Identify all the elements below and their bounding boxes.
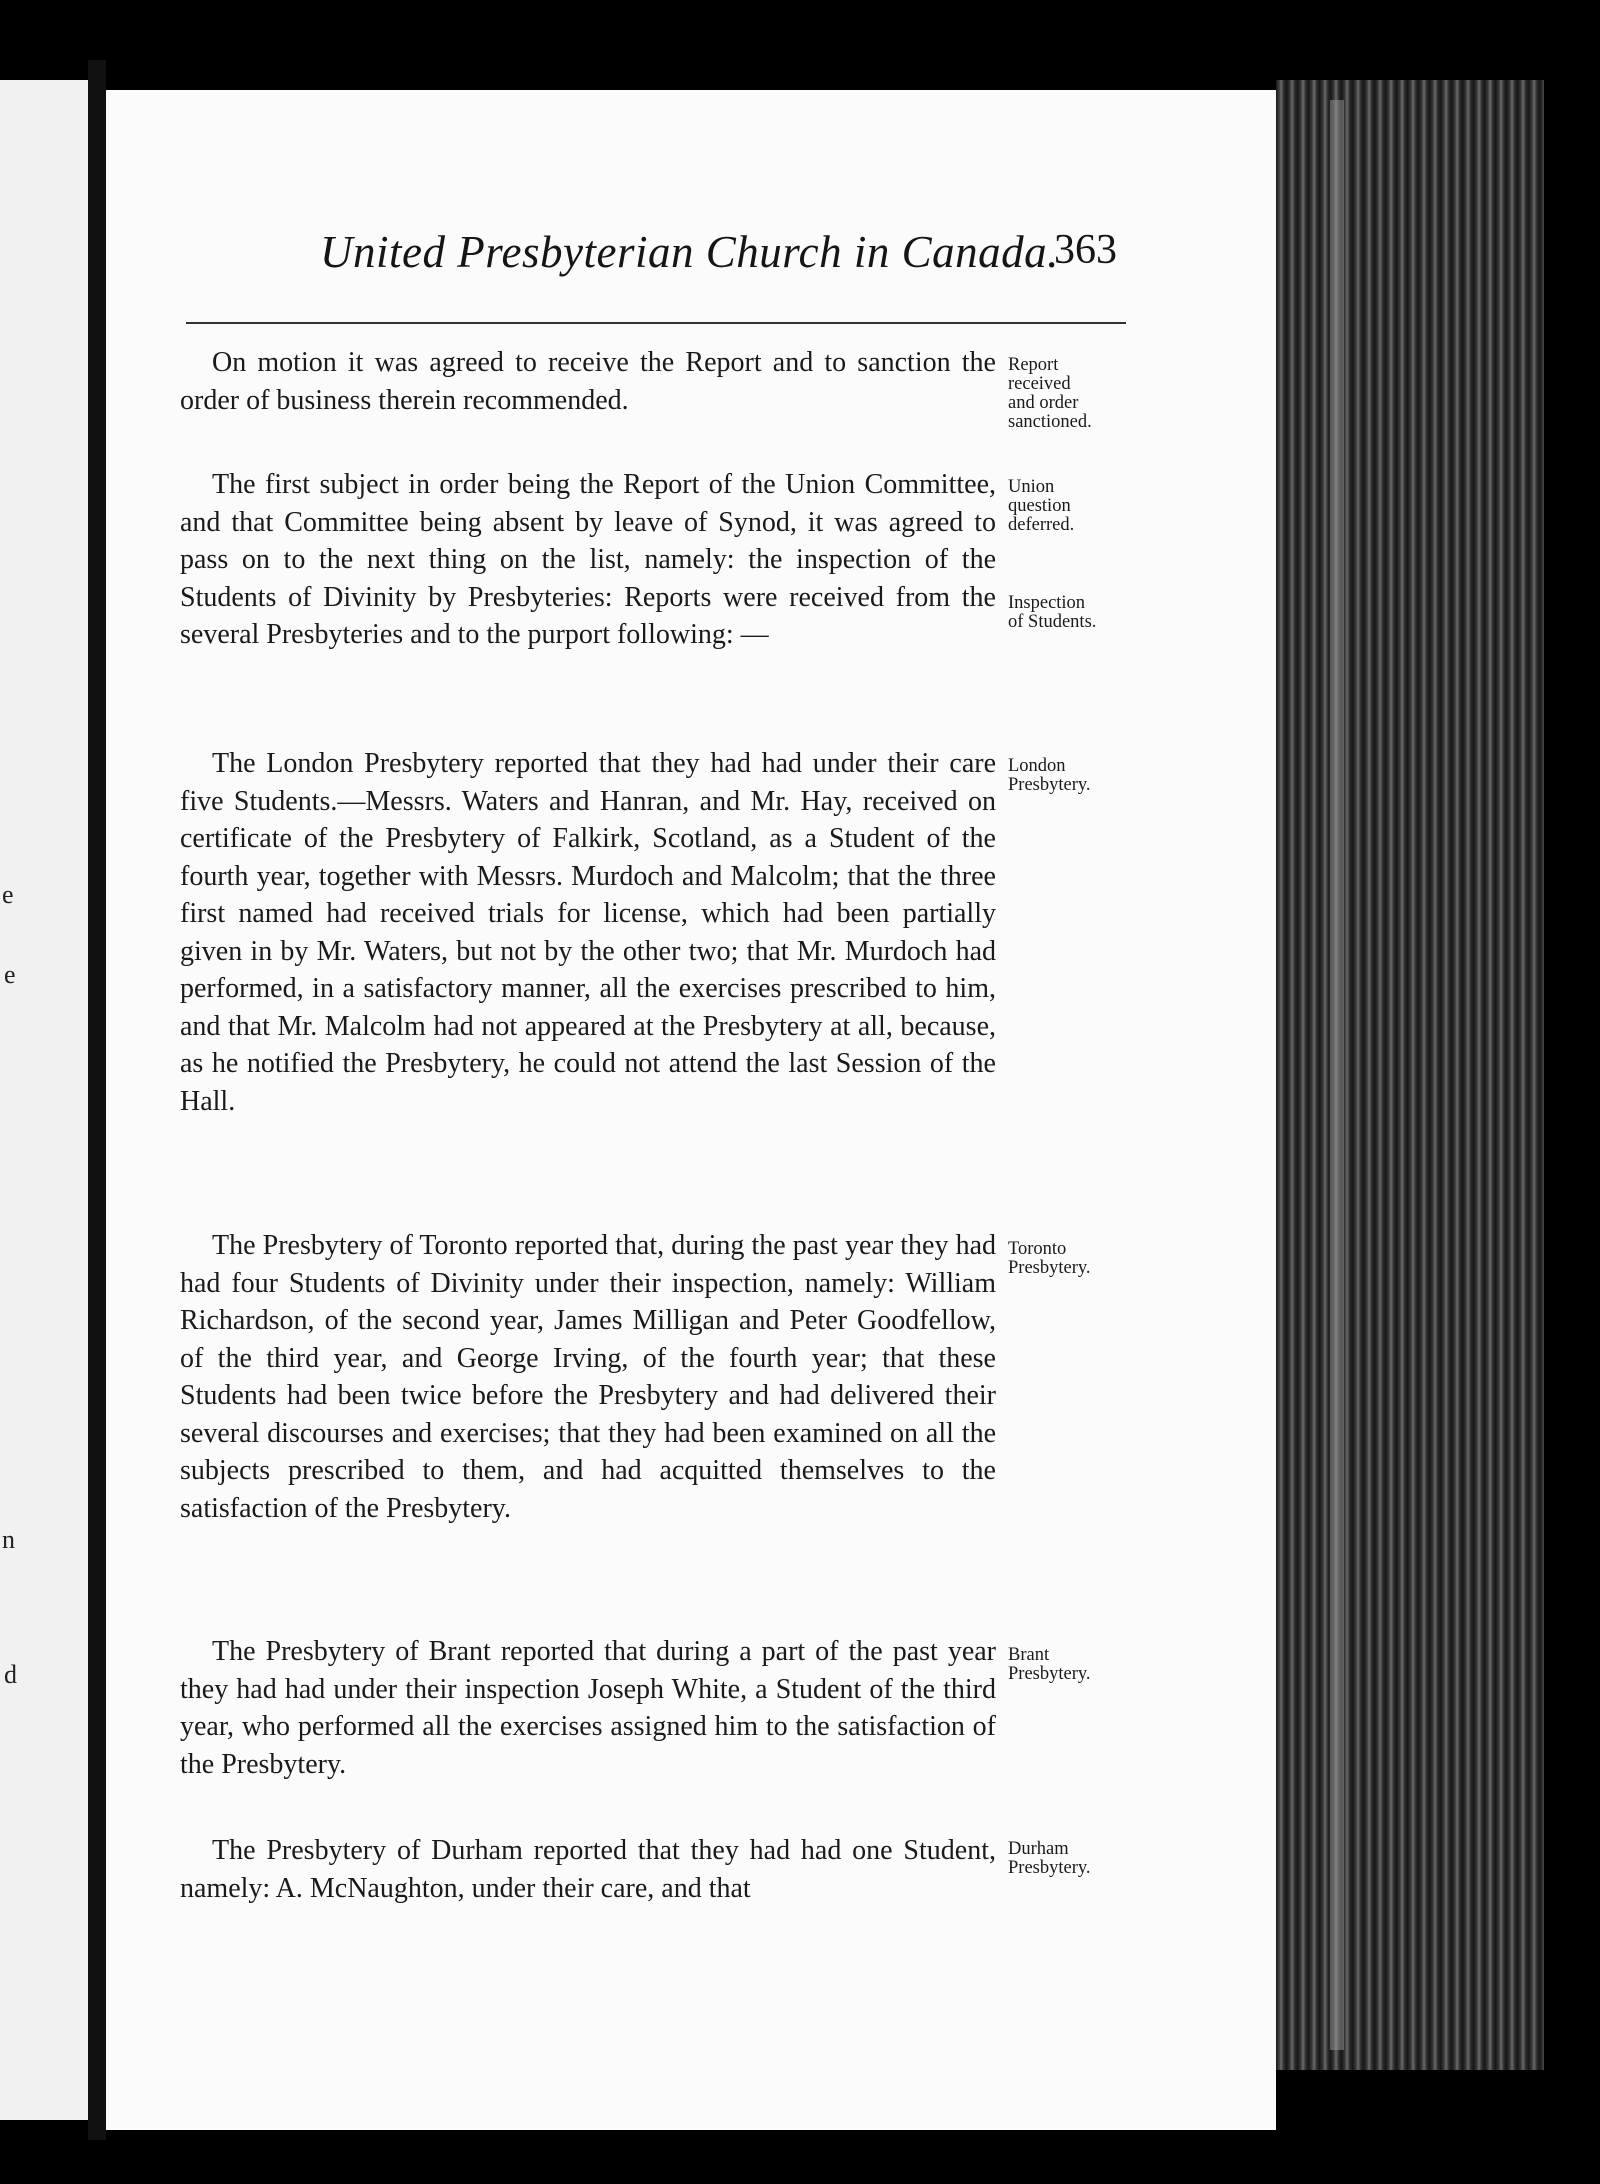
paragraph-union-committee: The first subject in order being the Report of the Union Committee, and that Committee being absent by leave of Synod, it was agreed to pass on to the next thing on the list, namely: the inspection of the Students of Divinity by Presbyteries: Reports were received from the several Presbyteries and to the purport following: —: [180, 469, 996, 650]
running-title: United Presbyterian Church in Canada.: [320, 227, 1059, 277]
book-gutter: [88, 60, 106, 2140]
paragraph-durham-presbytery: The Presbytery of Durham reported that they had had one Student, namely: A. McNaughton, under their care, and that: [180, 1835, 996, 1904]
margin-note-inspection: Inspection of Students.: [1008, 593, 1097, 632]
header-rule: [186, 322, 1126, 324]
margin-note-union: Union question deferred.: [1008, 477, 1075, 535]
margin-note-report: Report received and order sanctioned.: [1008, 355, 1092, 432]
margin-note-durham: Durham Presbytery.: [1008, 1839, 1091, 1878]
page-number: 363: [1054, 227, 1117, 273]
margin-note-london: London Presbytery.: [1008, 756, 1091, 795]
margin-note-brant: Brant Presbytery.: [1008, 1645, 1091, 1684]
facing-page-fragment: [0, 80, 88, 2120]
paragraph-report-received: On motion it was agreed to receive the Report and to sanction the order of business therein recommended.: [180, 347, 996, 416]
paragraph-brant-presbytery: The Presbytery of Brant reported that during a part of the past year they had had under their inspection Joseph White, a Student of the third year, who performed all the exercises assigned him to the satisfaction of the Presbytery.: [180, 1636, 996, 1780]
paragraph-london-presbytery: The London Presbytery reported that they had had under their care five Students.—Messrs. Waters and Hanran, and Mr. Hay, received on certificate of the Presbytery of Falkirk, Scotland, as a Student of the fourth year, together with Messrs. Murdoch and Malcolm; that the three first named had received trials for license, which had been partially given in by Mr. Waters, but not by the other two; that Mr. Murdoch had performed, in a satisfactory manner, all the exercises prescribed to him, and that Mr. Malcolm had not appeared at the Presbytery at all, because, as he notified the Presbytery, he could not attend the last Session of the Hall.: [180, 748, 996, 1117]
margin-note-toronto: Toronto Presbytery.: [1008, 1239, 1091, 1278]
page-edges-highlight: [1330, 100, 1344, 2050]
page-edges: [1276, 80, 1544, 2070]
paragraph-toronto-presbytery: The Presbytery of Toronto reported that, during the past year they had had four Students of Divinity under their inspection, namely: William Richardson, of the second year, James Milligan and Peter Goodfellow, of the third year, and George Irving, of the fourth year; that these Students had been twice before the Presbytery and had delivered their several discourses and exercises; that they had been examined on all the subjects prescribed to them, and had acquitted themselves to the satisfaction of the Presbytery.: [180, 1230, 996, 1524]
